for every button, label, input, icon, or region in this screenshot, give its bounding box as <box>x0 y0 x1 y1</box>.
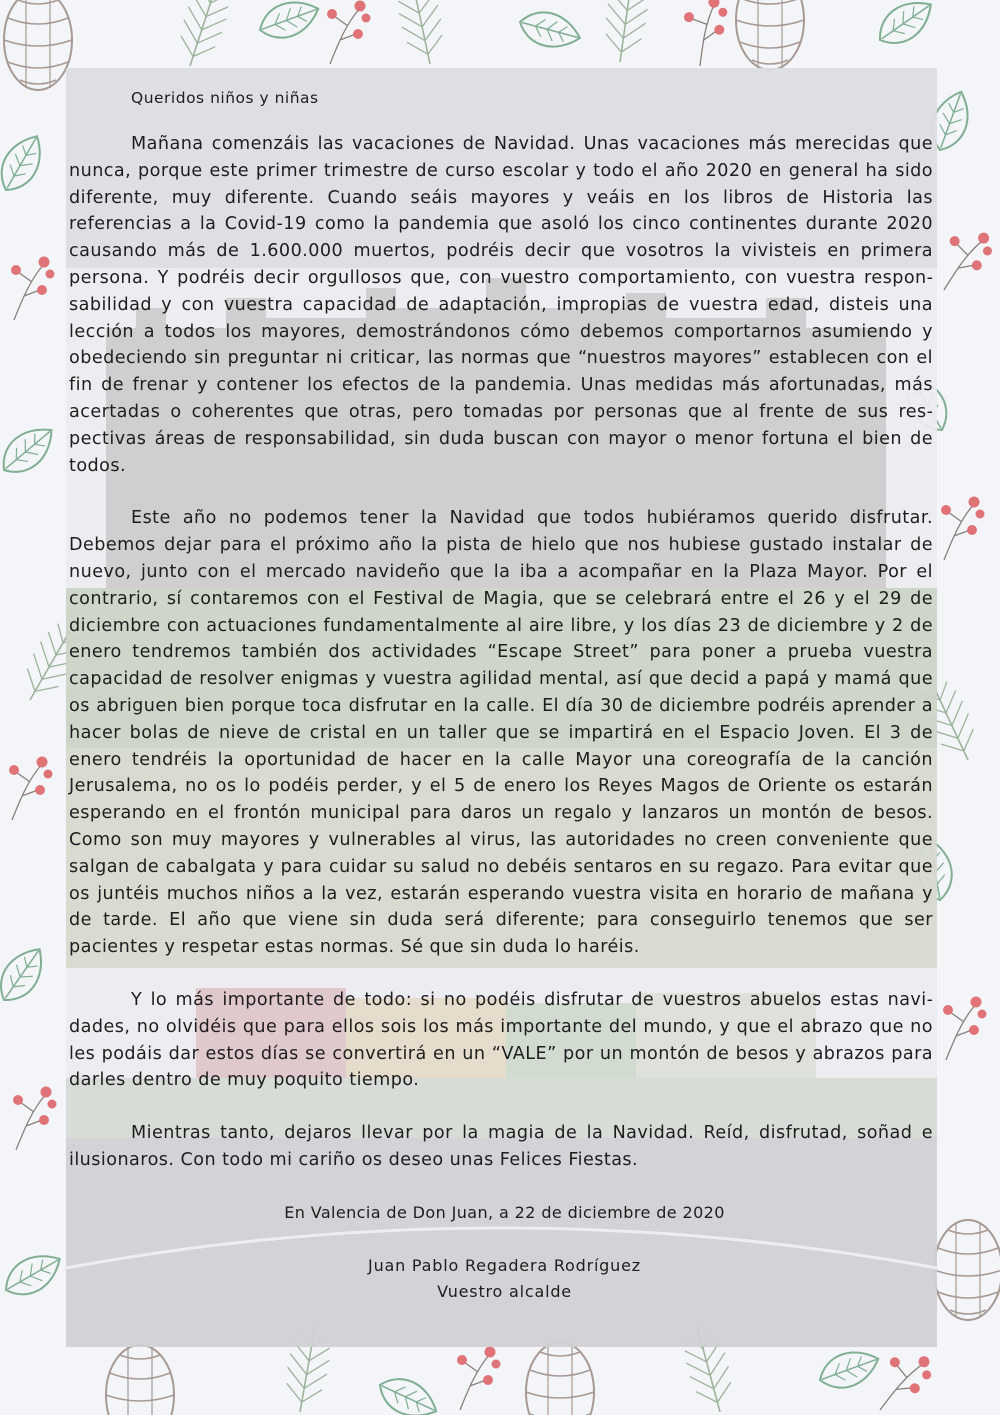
letter-greeting: Queridos niños y niñas <box>131 89 319 107</box>
letter-panel <box>66 68 937 1347</box>
signature-role: Vuestro alcalde <box>437 1281 572 1301</box>
letter-paragraph: Y lo más importante de todo: si no podéis disfrutar de vuestros abuelos estas navidades, no olvidéis que para ellos sois los más importante del mundo, y que el abrazo que no les podáis dar estos días se convertirá en un “VALE” por un montón de besos y abrazos para darles dentro de muy poquito tiempo. <box>69 989 933 1091</box>
letter-paragraph: Este año no podemos tener la Navidad que todos hubiéramos querido disfrutar. Debemos dejar para el próximo año la pista de hielo que nos hubiese gustado instalar de nuevo, junto con el mercado navideño que la iba a acompañar en la Plaza Mayor. Por el contrario, sí contaremos con el Festival de Magia, que se celebrará entre el 26 y el 29 de diciembre con actuaciones fundamentalmente al aire libre, y los días 23 de diciembre y 2 de enero tendremos también dos actividades “Escape Street” para poner a prueba vuestra capacidad de resolver enigmas y vuestra agilidad mental, así que decid a papá y mamá que os abriguen bien porque toca disfrutar en la calle. El día 30 de diciembre podréis aprender a hacer bolas de nieve de cristal en un taller que se impartirá en el Espacio Joven. El 3 de enero tendréis la oportunidad de hacer en la calle Mayor una coreografía de la canción Jerusalema, no os lo podéis perder, y el 5 de enero los Reyes Magos de Oriente os estarán esperando en el frontón municipal para daros un regalo y lanzaros un montón de besos. Como son muy mayores y vulnerables al virus, las autoridades no creen conveniente que salgan de cabalgata y para cuidar su salud no debéis sentaros en su regazo. Para evitar que os juntéis muchos niños a la vez, estarán esperando vuestra visita en horario de mañana y de tarde. El año que viene sin duda será diferente; para conseguirlo tenemos que ser pacientes y respetar estas normas. Sé que sin duda lo haréis. <box>69 508 933 958</box>
place-and-date: En Valencia de Don Juan, a 22 de diciembre de 2020 <box>284 1202 725 1222</box>
letter-body <box>66 68 937 1347</box>
letter-paragraph: Mañana comenzáis las vacaciones de Navidad. Unas vacaciones más merecidas que nunca, porque este primer trimestre de curso escolar y todo el año 2020 en general ha sido diferente, muy diferente. Cuando seáis mayores y veáis en los libros de Historia las referencias a la Covid-19 como la pandemia que asoló los cinco continentes durante 2020 causando más de 1.600.000 muertos, podréis decir que vosotros la vivisteis en primera persona. Y podréis decir orgullosos que, con vuestro comportamiento, con vuestra responsabilidad y con vuestra capacidad de adaptación, impropias de vuestra edad, disteis una lección a todos los mayores, demostrándonos cómo debemos comportarnos asumiendo y obedeciendo sin preguntar ni criticar, las normas que “nuestros mayores” establecen con el fin de frenar y contener los efectos de la pandemia. Unas medidas más afortunadas, más acertadas o coherentes que otras, pero tomadas por personas que al frente de sus respectivas áreas de responsabilidad, sin duda buscan con mayor o menor fortuna el bien de todos. <box>69 134 933 476</box>
letter-paragraph: Mientras tanto, dejaros llevar por la magia de la Navidad. Reíd, disfrutad, soñad e ilusionaros. Con todo mi cariño os deseo unas Felices Fiestas. <box>69 1123 933 1170</box>
signature-name: Juan Pablo Regadera Rodríguez <box>368 1255 641 1275</box>
